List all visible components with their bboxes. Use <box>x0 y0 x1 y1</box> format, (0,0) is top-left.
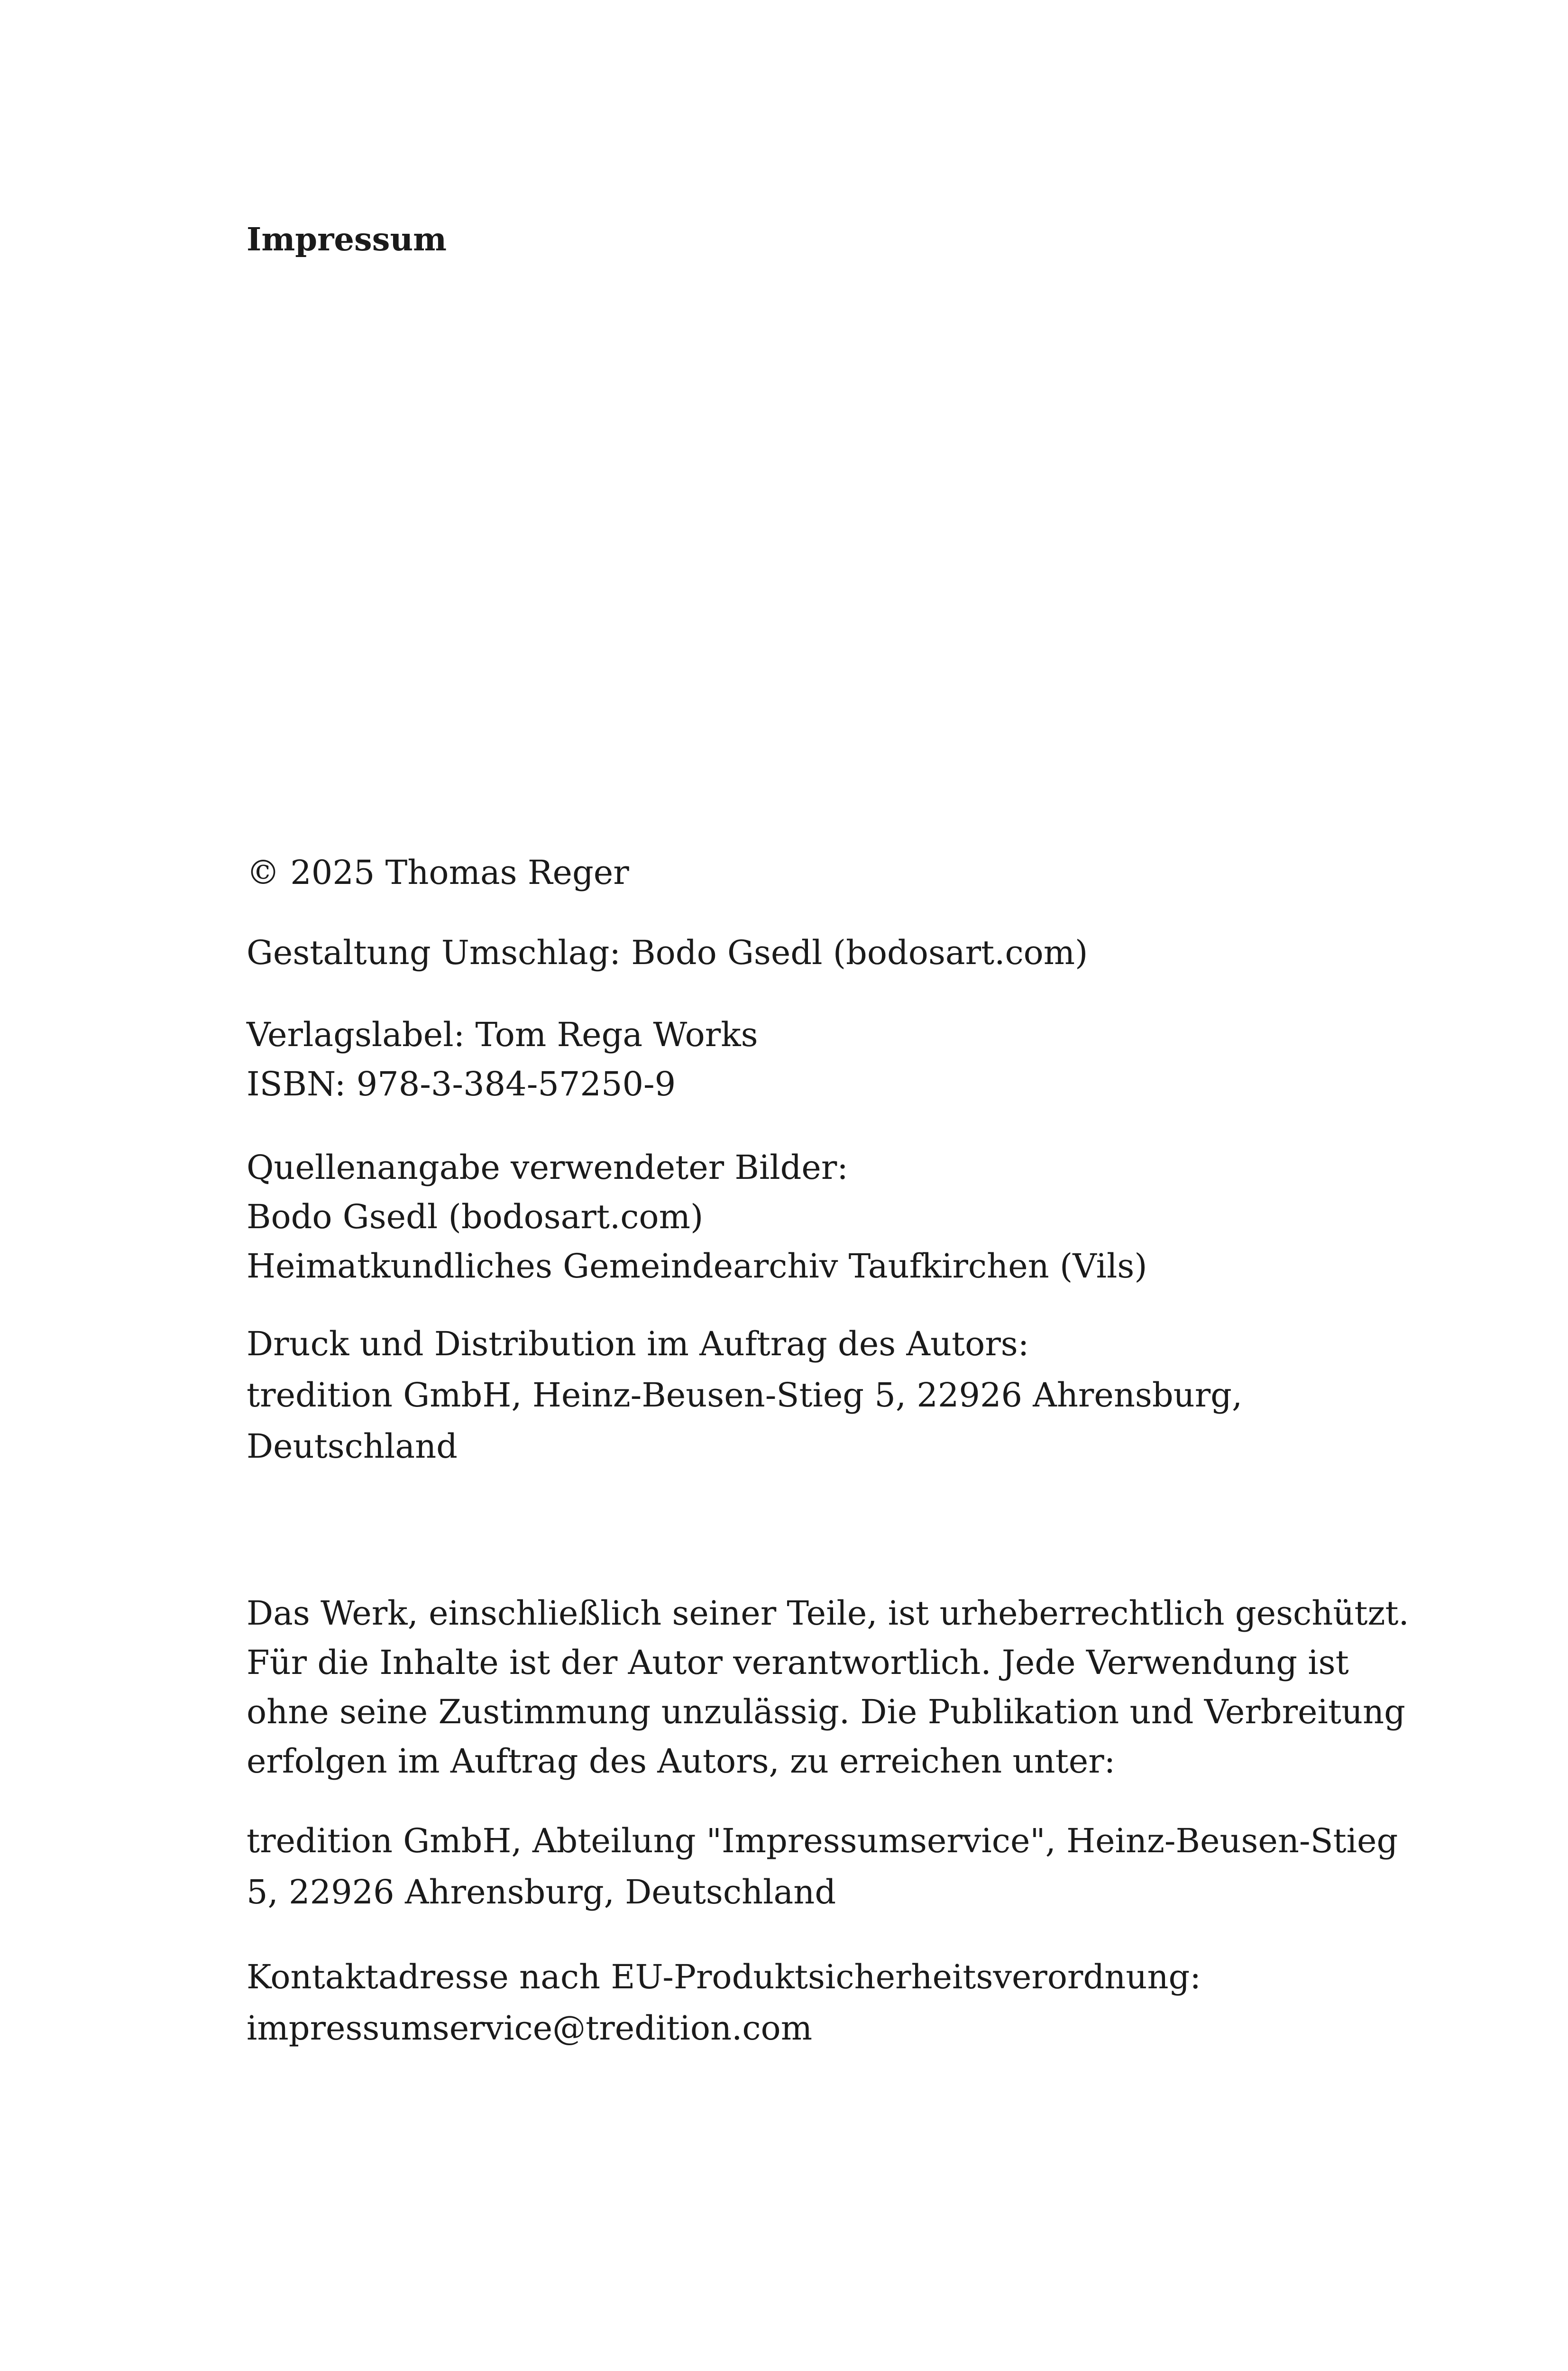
contact-address-line: 5, 22926 Ahrensburg, Deutschland <box>247 1873 836 1912</box>
legal-notice-line: ohne seine Zustimmung unzulässig. Die Publikation und Verbreitung <box>247 1692 1405 1731</box>
distribution-block <box>247 1318 1375 1472</box>
eu-contact-heading: Kontaktadresse nach EU-Produktsicherheitsverordnung: <box>247 1957 1201 1996</box>
image-credit-line: Bodo Gsedl (bodosart.com) <box>247 1197 704 1236</box>
distribution-line: Druck und Distribution im Auftrag des Autors: <box>247 1324 1029 1363</box>
page-title: Impressum <box>247 221 447 258</box>
legal-notice-block <box>247 1589 1409 1786</box>
eu-contact-block <box>247 1951 1375 2054</box>
image-credits-heading: Quellenangabe verwendeter Bilder: <box>247 1148 848 1187</box>
publisher-label-line: Verlagslabel: Tom Rega Works <box>247 1015 758 1054</box>
isbn-line: ISBN: 978-3-384-57250-9 <box>247 1065 676 1103</box>
publisher-block <box>247 1010 1375 1109</box>
distribution-line: tredition GmbH, Heinz-Beusen-Stieg 5, 22926 Ahrensburg, <box>247 1376 1243 1415</box>
contact-address-block <box>247 1815 1398 1918</box>
contact-address-line: tredition GmbH, Abteilung "Impressumservice", Heinz-Beusen-Stieg <box>247 1821 1398 1860</box>
distribution-line: Deutschland <box>247 1427 458 1466</box>
legal-notice-line: Das Werk, einschließlich seiner Teile, ist urheberrechtlich geschützt. <box>247 1594 1409 1633</box>
legal-notice-line: Für die Inhalte ist der Autor verantwortlich. Jede Verwendung ist <box>247 1643 1349 1682</box>
image-credit-line: Heimatkundliches Gemeindearchiv Taufkirchen (Vils) <box>247 1247 1147 1286</box>
cover-design-block <box>247 928 1375 977</box>
copyright-block <box>247 848 1375 897</box>
cover-design-line: Gestaltung Umschlag: Bodo Gsedl (bodosart.com) <box>247 933 1088 972</box>
image-credits-block <box>247 1143 1375 1291</box>
eu-contact-email: impressumservice@tredition.com <box>247 2009 813 2048</box>
copyright-line: © 2025 Thomas Reger <box>247 853 629 892</box>
legal-notice-line: erfolgen im Auftrag des Autors, zu erreichen unter: <box>247 1742 1116 1781</box>
